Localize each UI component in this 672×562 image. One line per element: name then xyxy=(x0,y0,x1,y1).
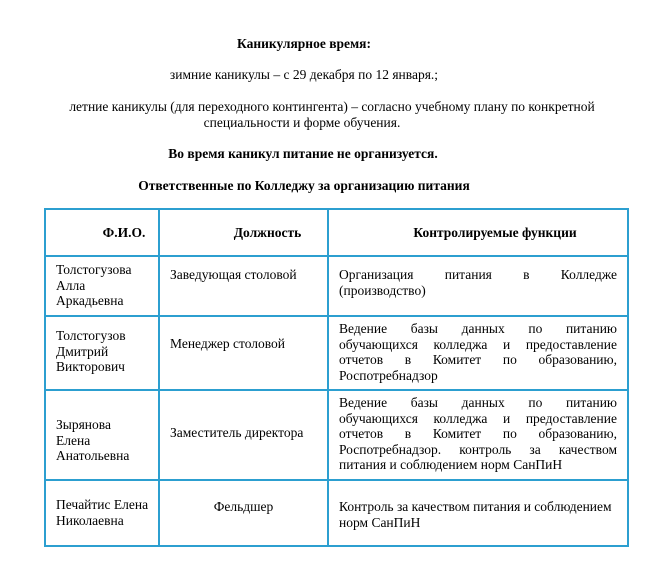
cell-position: Заместитель директора xyxy=(159,390,328,480)
table-row xyxy=(45,390,628,480)
cell-position: Заведующая столовой xyxy=(159,256,328,316)
cell-name: Толстогузов Дмитрий Викторович xyxy=(45,316,159,390)
cell-functions: Ведение базы данных по питанию обучающихся колледжа и предоставление отчетов в Комитет по образованию, Роспотребнадзор. контроль за качеством питания и соблюдением норм СанПиН xyxy=(328,390,628,480)
cell-name: Печайтис Елена Николаевна xyxy=(45,480,159,546)
vacation-heading: Каникулярное время: xyxy=(237,36,371,51)
summer-vacation-line-1: летние каникулы (для переходного контингента) – согласно учебному плану по конкретной xyxy=(69,99,595,114)
responsible-heading: Ответственные по Колледжу за организацию питания xyxy=(138,178,470,193)
cell-functions: Контроль за качеством питания и соблюдением норм СанПиН xyxy=(328,480,628,546)
cell-functions: Ведение базы данных по питанию обучающихся колледжа и предоставление отчетов в Комитет по образованию, Роспотребнадзор xyxy=(328,316,628,390)
table-row xyxy=(45,316,628,390)
table-row xyxy=(45,480,628,546)
cell-position: Менеджер столовой xyxy=(159,316,328,390)
no-meals-notice: Во время каникул питание не организуется. xyxy=(168,146,438,161)
table-header-row xyxy=(45,209,628,256)
responsible-table xyxy=(44,208,629,547)
summer-vacation-line-2: специальности и форме обучения. xyxy=(203,115,401,130)
header-functions: Контролируемые функции xyxy=(328,209,628,256)
cell-name: Толстогузова Алла Аркадьевна xyxy=(45,256,159,316)
cell-functions: Организация питания в Колледже (производство) xyxy=(328,256,628,316)
header-name: Ф.И.О. xyxy=(45,209,159,256)
table-row xyxy=(45,256,628,316)
cell-name: Зырянова Елена Анатольевна xyxy=(45,390,159,480)
header-position: Должность xyxy=(159,209,328,256)
winter-vacation-line: зимние каникулы – с 29 декабря по 12 января.; xyxy=(169,67,439,82)
cell-position: Фельдшер xyxy=(159,480,328,546)
